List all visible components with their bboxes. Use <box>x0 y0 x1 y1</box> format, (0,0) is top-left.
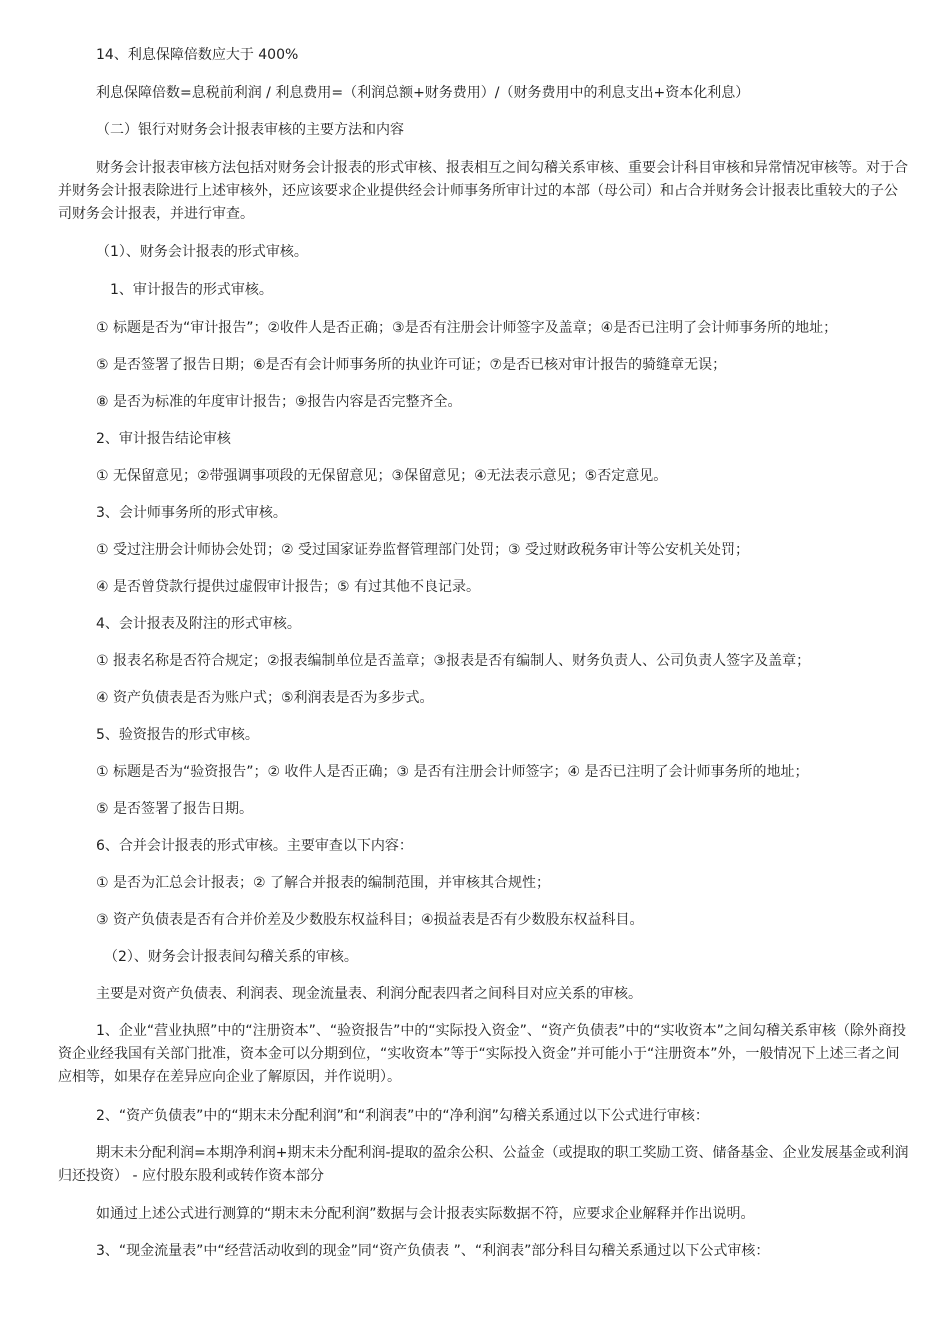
list-accounting-firm-2: ④ 是否曾贷款行提供过虚假审计报告；⑤ 有过其他不良记录。 <box>96 579 481 595</box>
item-audit-conclusion: 2、审计报告结论审核 <box>96 431 231 447</box>
list-statements-notes-1: ① 报表名称是否符合规定；②报表编制单位是否盖章；③报表是否有编制人、财务负责人、公司负责人签字及盖章； <box>96 653 811 669</box>
item-consolidated-form: 6、合并会计报表的形式审核。主要审查以下内容： <box>96 838 413 854</box>
subheading-cross-check: （2）、财务会计报表间勾稽关系的审核。 <box>104 949 358 965</box>
list-consolidated-2: ③ 资产负债表是否有合并价差及少数股东权益科目；④损益表是否有少数股东权益科目。 <box>96 912 644 928</box>
paragraph-undistributed-profit-formula: 期末未分配利润=本期净利润+期末未分配利润-提取的盈余公积、公益金（或提取的职工奖励工资、储备基金、企业发展基金或利润归还投资） - 应付股东股利或转作资本部分 <box>58 1145 909 1184</box>
list-capital-verification-1: ① 标题是否为“验资报告”；② 收件人是否正确；③ 是否有注册会计师签字；④ 是否已注明了会计师事务所的地址； <box>96 764 809 780</box>
list-audit-report-2: ⑤ 是否签署了报告日期；⑥是否有会计师事务所的执业许可证；⑦是否已核对审计报告的骑缝章无误； <box>96 357 727 373</box>
paragraph-cashflow-cross-check: 3、“现金流量表”中“经营活动收到的现金”同“资产负债表 ”、“利润表”部分科目勾稽关系通过以下公式审核： <box>96 1243 770 1259</box>
section-heading-methods: （二）银行对财务会计报表审核的主要方法和内容 <box>96 122 404 138</box>
paragraph-interest-formula: 利息保障倍数=息税前利润 / 利息费用=（利润总额+财务费用）/（财务费用中的利息支出+资本化利息） <box>96 85 750 101</box>
list-audit-conclusion: ① 无保留意见；②带强调事项段的无保留意见；③保留意见；④无法表示意见；⑤否定意见。 <box>96 468 668 484</box>
list-accounting-firm-1: ① 受过注册会计师协会处罚；② 受过国家证券监督管理部门处罚；③ 受过财政税务审计等公安机关处罚； <box>96 542 750 558</box>
item-accounting-firm-form: 3、会计师事务所的形式审核。 <box>96 505 287 521</box>
paragraph-formula-explanation: 如通过上述公式进行测算的“期末未分配利润”数据与会计报表实际数据不符，应要求企业解释并作出说明。 <box>96 1206 755 1222</box>
item-audit-report-form: 1、审计报告的形式审核。 <box>110 282 273 298</box>
paragraph-cross-check-intro: 主要是对资产负债表、利润表、现金流量表、利润分配表四者之间科目对应关系的审核。 <box>96 986 642 1002</box>
list-audit-report-3: ⑧ 是否为标准的年度审计报告；⑨报告内容是否完整齐全。 <box>96 394 462 410</box>
item-capital-verification-form: 5、验资报告的形式审核。 <box>96 727 259 743</box>
paragraph-profit-cross-check: 2、“资产负债表”中的“期末未分配利润”和“利润表”中的“净利润”勾稽关系通过以下公式进行审核： <box>96 1108 709 1124</box>
paragraph-capital-cross-check: 1、企业“营业执照”中的“注册资本”、“验资报告”中的“实际投入资金”、“资产负债表”中的“实收资本”之间勾稽关系审核（除外商投资企业经我国有关部门批准，资本金可以分期到位，“实收资本”等于“实际投入资金”并可能小于“注册资本”外，一般情况下上述三者之间应相等，如果存在差异应向企业了解原因，并作说明）。 <box>58 1023 906 1085</box>
list-audit-report-1: ① 标题是否为“审计报告”；②收件人是否正确；③是否有注册会计师签字及盖章；④是否已注明了会计师事务所的地址； <box>96 320 838 336</box>
paragraph-interest-coverage: 14、利息保障倍数应大于 400% <box>96 47 299 63</box>
paragraph-methods-intro: 财务会计报表审核方法包括对财务会计报表的形式审核、报表相互之间勾稽关系审核、重要会计科目审核和异常情况审核等。对于合并财务会计报表除进行上述审核外，还应该要求企业提供经会计师事务所审计过的本部（母公司）和占合并财务会计报表比重较大的子公司财务会计报表，并进行审查。 <box>58 160 908 222</box>
subheading-form-review: （1）、财务会计报表的形式审核。 <box>96 244 308 260</box>
list-statements-notes-2: ④ 资产负债表是否为账户式；⑤利润表是否为多步式。 <box>96 690 434 706</box>
item-statements-notes-form: 4、会计报表及附注的形式审核。 <box>96 616 301 632</box>
list-consolidated-1: ① 是否为汇总会计报表；② 了解合并报表的编制范围，并审核其合规性； <box>96 875 551 891</box>
list-capital-verification-2: ⑤ 是否签署了报告日期。 <box>96 801 254 817</box>
